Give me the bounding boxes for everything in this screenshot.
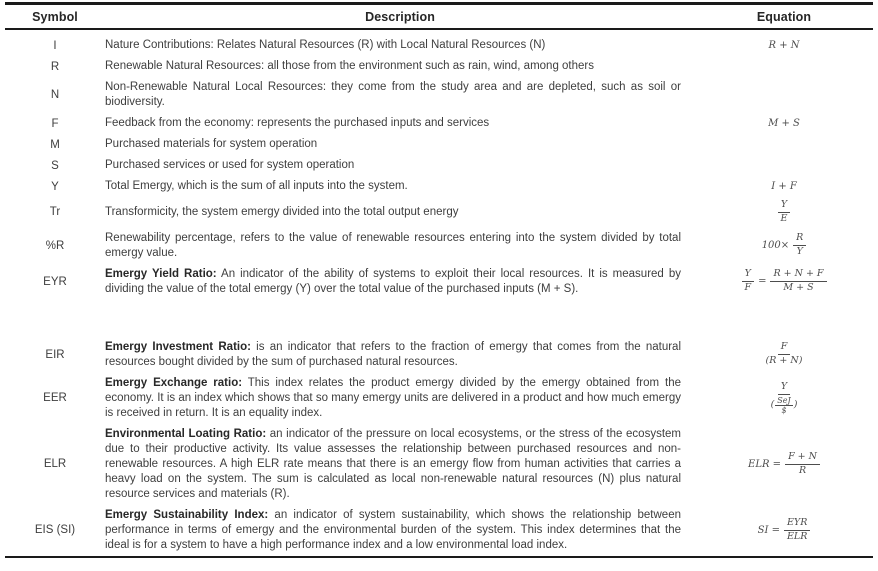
equation: I + F xyxy=(771,181,797,192)
description-text: is an indicator that refers to the fraction of emergy that comes from the natural resources bought divided by the sum of purchased natural resources. xyxy=(105,340,682,368)
equation: R + N xyxy=(768,40,800,51)
description-cell xyxy=(105,59,695,74)
equation-cell xyxy=(695,200,873,225)
fraction: $\frac{\text{EYR}}{\text{ELR}}$ xyxy=(784,518,810,543)
equation: SI = $\frac{\text{EYR}}{\text{ELR}}$ xyxy=(758,518,811,543)
equation-cell xyxy=(695,452,873,477)
equation-cell xyxy=(695,118,873,129)
symbol-cell: %R xyxy=(45,239,65,252)
symbol-cell: R xyxy=(50,60,60,73)
table-row xyxy=(5,228,873,264)
equation: $\frac{Y}{F}$ = $\frac{R + N + F}{M + S}$ xyxy=(741,269,826,294)
fraction: $\frac{Y}{E}$ xyxy=(778,200,791,225)
table-row xyxy=(5,176,873,197)
table-row xyxy=(5,155,873,176)
fraction: $\frac{F + N}{R}$ xyxy=(785,452,820,477)
symbol-cell: N xyxy=(50,89,60,101)
description-term: Emergy Sustainability Index: xyxy=(105,508,269,521)
equation-cell xyxy=(695,269,873,294)
fraction: $\frac{R}{Y}$ xyxy=(793,233,806,258)
table-row xyxy=(5,113,873,134)
description-text: Transformicity, the system emergy divided into the total output energy xyxy=(105,205,459,218)
description-text: Purchased services or used for system operation xyxy=(105,159,355,171)
description-text: Nature Contributions: Relates Natural Resources (R) with Local Natural Resources (N) xyxy=(105,39,546,51)
description-cell xyxy=(105,80,695,110)
description-term: Emergy Exchange ratio: xyxy=(105,376,243,389)
fraction: $\frac{R + N + F}{M + S}$ xyxy=(770,269,826,294)
fraction: $\frac{F}{(R + N)}$ xyxy=(765,341,803,367)
description-text: Renewability percentage, refers to the value of renewable resources entering into the system divided by total emergy value. xyxy=(105,231,681,259)
symbol-cell: F xyxy=(51,117,59,130)
description-term: Environmental Loating Ratio: xyxy=(105,427,267,440)
description-cell xyxy=(105,38,695,53)
description-text: This index relates the product emergy divided by the emergy obtained from the economy. It is an index which shows that so many emergy units are delivered in a product and how much emergy is received in return. It is an equality index. xyxy=(105,376,681,419)
table-row xyxy=(5,197,873,228)
fraction: $\frac{Y}{F}$ xyxy=(741,269,754,294)
description-cell xyxy=(105,116,695,131)
symbol-cell: EER xyxy=(43,392,67,405)
header-symbol: Symbol xyxy=(32,10,78,24)
table-row xyxy=(5,56,873,77)
description-cell xyxy=(105,179,695,194)
symbol-cell: ELR xyxy=(43,458,67,471)
description-text: Non-Renewable Natural Local Resources: they come from the study area and are depleted, such as soil or biodiversity. xyxy=(105,81,681,108)
description-cell xyxy=(105,158,695,173)
description-text: Feedback from the economy: represents the purchased inputs and services xyxy=(105,117,490,129)
table-header xyxy=(5,5,873,30)
table-row xyxy=(5,77,873,113)
equation: ELR = $\frac{F + N}{R}$ xyxy=(748,452,820,477)
fraction: $\frac{\text{SeJ}}{\$}$ xyxy=(777,395,791,415)
symbol-cell: EIS (SI) xyxy=(34,524,76,537)
description-cell xyxy=(105,508,695,553)
symbol-cell: Y xyxy=(51,180,59,193)
description-cell xyxy=(105,137,695,152)
equation-cell xyxy=(695,342,873,367)
equation xyxy=(763,342,806,367)
fraction: Y ( $\frac{\text{SeJ}}{\$}$ ) xyxy=(770,380,798,415)
description-text: Purchased materials for system operation xyxy=(105,138,318,150)
table-row xyxy=(5,424,873,505)
description-cell xyxy=(105,340,695,370)
header-description: Description xyxy=(365,10,435,24)
description-cell xyxy=(105,205,695,220)
description-cell xyxy=(105,231,695,261)
description-term: Emergy Investment Ratio: xyxy=(105,340,251,353)
table-row xyxy=(5,30,873,56)
table-row xyxy=(5,134,873,155)
description-text: an indicator of system sustainability, which shows the relationship between performance in terms of emergy and the environmental burden of the system. This index determines that the ideal is for a system to have a high performance index and a low environmental load index. xyxy=(105,508,681,551)
description-text: Renewable Natural Resources: all those from the environment such as rain, wind, among others xyxy=(105,60,594,72)
description-term: Emergy Yield Ratio: xyxy=(105,267,217,280)
symbol-cell: M xyxy=(50,138,60,151)
emergy-indices-table xyxy=(5,2,873,558)
equation-cell xyxy=(695,518,873,543)
equation-cell xyxy=(695,181,873,192)
symbol-cell: I xyxy=(53,39,57,52)
description-cell xyxy=(105,427,695,502)
symbol-cell: Tr xyxy=(49,206,61,219)
equation: 100× $\frac{R}{Y}$ xyxy=(762,233,807,258)
symbol-cell: EIR xyxy=(45,348,65,361)
description-cell xyxy=(105,376,695,421)
equation-cell xyxy=(695,382,873,415)
equation-cell xyxy=(695,233,873,258)
table-row xyxy=(5,264,873,337)
equation xyxy=(768,382,801,415)
equation-cell xyxy=(695,40,873,51)
description-text: Total Emergy, which is the sum of all inputs into the system. xyxy=(105,180,408,192)
description-cell xyxy=(105,267,695,297)
table-row xyxy=(5,337,873,373)
table-row xyxy=(5,373,873,424)
symbol-cell: EYR xyxy=(43,275,67,288)
description-text: an indicator of the pressure on local ecosystems, or the stress of the ecosystem due to their productive activity. Its value assesses the relationship between purchased resources and non-renewable resources. A high ELR rate means that there is an emergy flow from human activities that carries a heavy load on the system. The sum is calculated as local non-renewable natural resources (N) plus natural resource services and materials (R). xyxy=(105,427,681,500)
description-text: An indicator of the ability of systems to exploit their local resources. It is measured by dividing the value of the total emergy (Y) over the total value of the purchased inputs (M + S). xyxy=(105,267,681,295)
table-body xyxy=(5,30,873,556)
equation: M + S xyxy=(768,118,800,129)
symbol-cell: S xyxy=(51,159,59,172)
table-row xyxy=(5,505,873,556)
header-equation: Equation xyxy=(756,10,812,24)
equation xyxy=(778,200,791,225)
